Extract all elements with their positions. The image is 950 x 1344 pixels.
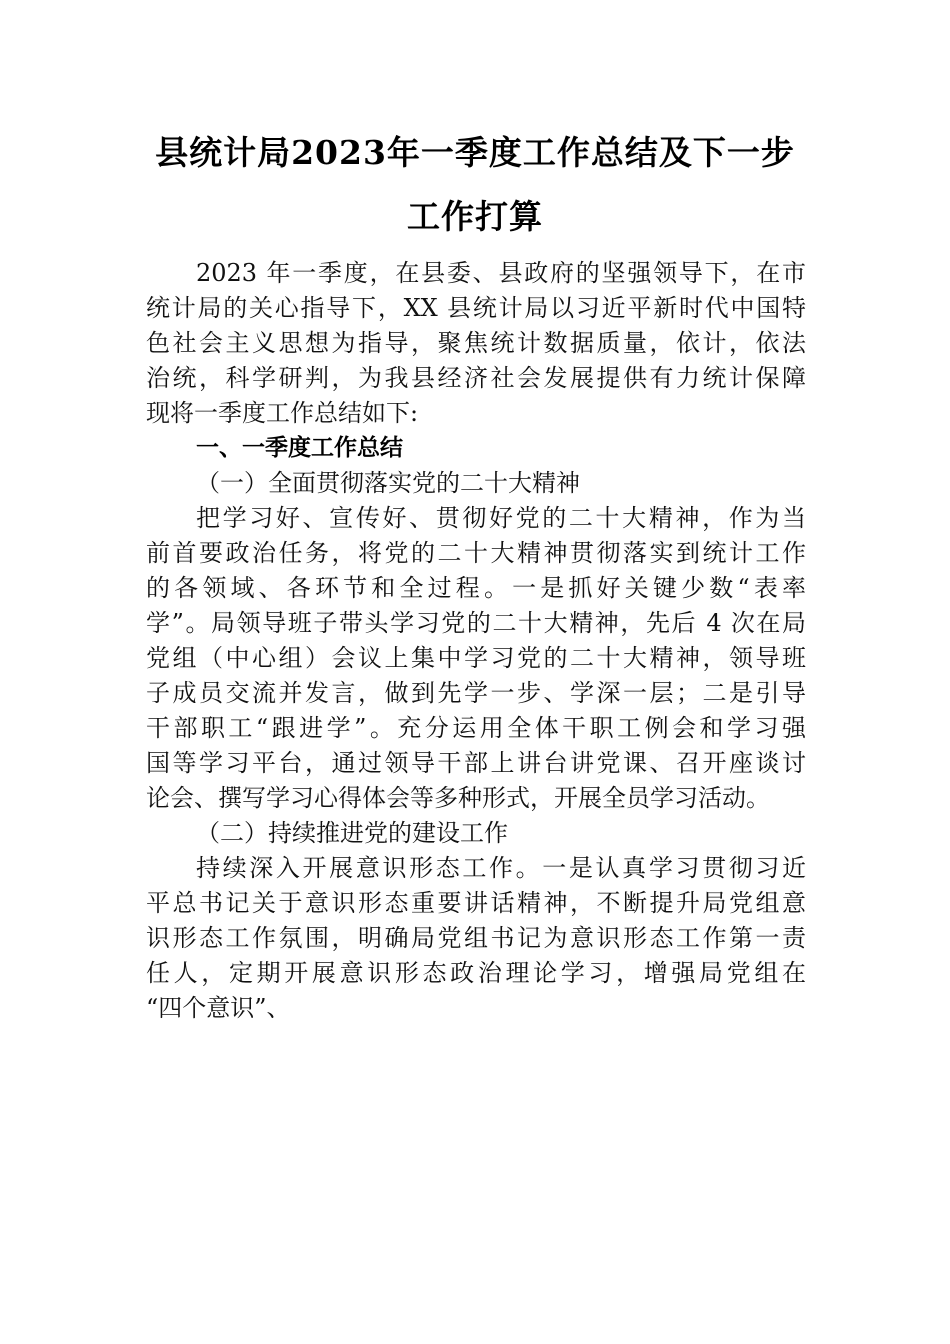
section-heading: 一、一季度工作总结	[196, 435, 403, 461]
intro-line: 现将一季度工作总结如下:	[146, 399, 419, 427]
body-line: “四个意识”、	[146, 994, 291, 1022]
document-title-line-2: 工作打算	[407, 197, 543, 236]
intro-line: 色社会主义思想为指导，聚焦统计数据质量，依计，依法	[146, 329, 806, 357]
subsection-heading: （二）持续推进党的建设工作	[196, 819, 508, 847]
body-line: 干部职工“跟进学”。充分运用全体干职工例会和学习强	[146, 714, 806, 742]
intro-line: 统计局的关心指导下，XX 县统计局以习近平新时代中国特	[146, 294, 806, 322]
intro-line: 2023 年一季度，在县委、县政府的坚强领导下，在市	[196, 259, 806, 287]
body-line: 学”。局领导班子带头学习党的二十大精神，先后 4 次在局	[146, 609, 806, 637]
body-line: 前首要政治任务，将党的二十大精神贯彻落实到统计工作	[146, 539, 806, 567]
intro-line: 治统，科学研判，为我县经济社会发展提供有力统计保障	[146, 364, 806, 392]
body-line: 的各领域、各环节和全过程。一是抓好关键少数“表率	[146, 574, 806, 602]
body-line: 子成员交流并发言，做到先学一步、学深一层；二是引导	[146, 679, 806, 707]
body-line: 国等学习平台，通过领导干部上讲台讲党课、召开座谈讨	[146, 749, 806, 777]
body-line: 平总书记关于意识形态重要讲话精神，不断提升局党组意	[146, 889, 806, 917]
body-line: 党组（中心组）会议上集中学习党的二十大精神，领导班	[146, 644, 806, 672]
body-line: 识形态工作氛围，明确局党组书记为意识形态工作第一责	[146, 924, 806, 952]
subsection-heading: （一）全面贯彻落实党的二十大精神	[196, 469, 580, 497]
body-line: 持续深入开展意识形态工作。一是认真学习贯彻习近	[196, 854, 806, 882]
body-line: 论会、撰写学习心得体会等多种形式，开展全员学习活动。	[146, 784, 770, 812]
body-line: 任人，定期开展意识形态政治理论学习，增强局党组在	[146, 959, 806, 987]
document-title-line-1: 县统计局2023年一季度工作总结及下一步	[155, 133, 795, 172]
body-line: 把学习好、宣传好、贯彻好党的二十大精神，作为当	[196, 504, 806, 532]
